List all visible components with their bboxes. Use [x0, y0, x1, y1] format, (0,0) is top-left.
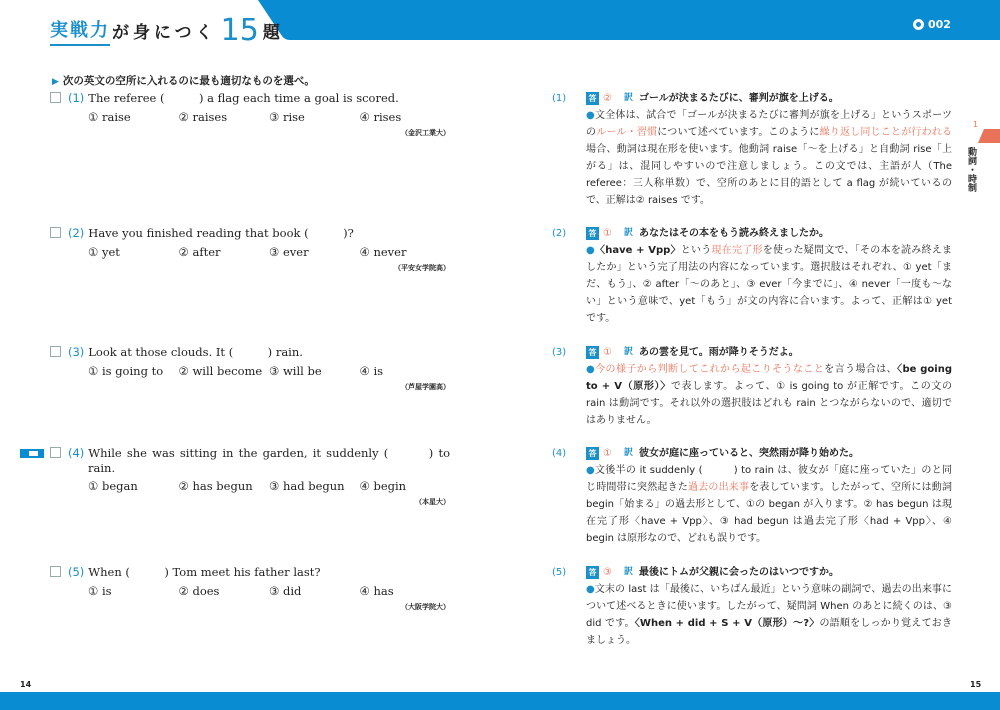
- option[interactable]: ① raise: [88, 110, 131, 124]
- translation-badge: 訳: [623, 448, 633, 458]
- checkbox[interactable]: [50, 92, 61, 103]
- answer-5: [552, 564, 952, 649]
- option[interactable]: ③ ever: [269, 245, 309, 259]
- question-1: [50, 90, 450, 138]
- question-number: (1): [68, 91, 85, 105]
- chapter-tab[interactable]: [978, 128, 1000, 147]
- explanation: [586, 107, 952, 209]
- option[interactable]: ④ never: [359, 245, 407, 259]
- option[interactable]: ④ rises: [359, 110, 402, 124]
- answer-badge: 答: [586, 227, 599, 240]
- instruction-text: 次の英文の空所に入れるのに最も適切なものを選べ。: [62, 75, 315, 87]
- title-text: が身につく: [112, 23, 217, 43]
- explanation-text: 〈have + Vpp〉: [594, 245, 681, 256]
- highlight-text: ルール・習慣: [596, 127, 658, 138]
- answer-number: (4): [552, 448, 567, 459]
- question-4: [50, 445, 450, 507]
- option[interactable]: ② raises: [178, 110, 228, 124]
- options: [88, 110, 450, 124]
- option[interactable]: ④ has: [359, 584, 394, 598]
- option[interactable]: ③ had begun: [269, 479, 345, 493]
- question-source: （金沢工業大）: [401, 129, 450, 137]
- chapter-number: 1: [973, 120, 979, 129]
- checkbox[interactable]: [50, 566, 61, 577]
- checkbox[interactable]: [50, 227, 61, 238]
- question-source: （芦屋学園高）: [401, 383, 450, 391]
- option[interactable]: ③ rise: [269, 110, 305, 124]
- answer-3: [552, 344, 952, 429]
- book-icon: [20, 449, 44, 458]
- option[interactable]: ② does: [178, 584, 220, 598]
- correct-choice: ②: [603, 93, 612, 104]
- option[interactable]: ② after: [178, 245, 221, 259]
- explanation: [586, 242, 952, 327]
- question-text: The referee ( ) a flag each time a goal is scored.: [88, 91, 399, 105]
- explanation: [586, 361, 952, 429]
- question-text: Have you finished reading that book ( )?: [88, 226, 354, 240]
- explanation-text: で表します。よって、① is going to が正解です。この文の rain は動詞です。それ以外の選択肢はどれも rain とつながらないので、適切ではありません。: [586, 381, 952, 426]
- translation-badge: 訳: [623, 228, 633, 238]
- page-number-right: 15: [970, 680, 982, 689]
- bullet-icon: ●: [586, 110, 595, 121]
- question-source: （平安女学院高）: [394, 264, 450, 272]
- translation: あなたはその本をもう読み終えましたか。: [638, 228, 829, 239]
- question-source: （本星大）: [415, 498, 450, 506]
- chapter-label: 動詞・時制: [966, 147, 976, 192]
- explanation-text: の語順をしっかり覚えておきましょう。: [586, 618, 952, 646]
- translation: ゴールが決まるたびに、審判が旗を上げる。: [638, 93, 839, 104]
- explanation-text: を言う場合は、: [824, 364, 898, 375]
- answer-badge: 答: [586, 566, 599, 579]
- option[interactable]: ④ begin: [359, 479, 407, 493]
- title-suffix: 題: [262, 23, 280, 43]
- question-source: （大阪学院大）: [401, 603, 450, 611]
- triangle-marker-icon: ▶: [52, 77, 59, 87]
- explanation-text: について述べています。このように: [657, 127, 820, 138]
- question-2: [50, 225, 450, 273]
- answer-4: [552, 445, 952, 547]
- explanation-text: を使った疑問文で、「その本を読み終えましたか」という完了用法の内容になっています。選択肢はそれぞれ、① yet「まだ、もう」、② after「～のあと」、③ ever「今までに」、④ never「一度も～ない」という意味で、yet「もう」が文の内容に合います。よって、正解は① yet です。: [586, 245, 952, 324]
- question-number: (4): [68, 446, 85, 460]
- answer-badge: 答: [586, 92, 599, 105]
- highlight-text: 繰り返し同じことが行われる: [819, 127, 953, 138]
- option[interactable]: ③ did: [269, 584, 302, 598]
- answer-number: (5): [552, 567, 567, 578]
- bullet-icon: ●: [586, 465, 596, 476]
- answer-badge: 答: [586, 447, 599, 460]
- checkbox[interactable]: [50, 346, 61, 357]
- question-5: [50, 564, 450, 612]
- answer-badge: 答: [586, 346, 599, 359]
- option[interactable]: ① is: [88, 584, 112, 598]
- option[interactable]: ① began: [88, 479, 138, 493]
- translation-badge: 訳: [623, 93, 633, 103]
- bullet-icon: ●: [586, 245, 595, 256]
- question-number: (5): [68, 565, 85, 579]
- correct-choice: ①: [603, 347, 612, 358]
- question-text: While she was sitting in the garden, it suddenly ( ) to: [88, 446, 450, 460]
- answer-2: [552, 225, 952, 327]
- translation: あの雲を見て。雨が降りそうだよ。: [638, 347, 799, 358]
- option[interactable]: ① yet: [88, 245, 120, 259]
- explanation-text: 文末の last は「最後に、いちばん最近」という意味の副詞で、過去の出来事について述べるときに使います。したがって、疑問詞 When のあとに続くのは、③ did です。: [586, 584, 952, 629]
- explanation: [586, 462, 952, 547]
- footer-band: [0, 692, 1000, 710]
- option[interactable]: ③ will be: [269, 364, 322, 378]
- title-highlight: 実戦力: [50, 16, 110, 46]
- option[interactable]: ② has begun: [178, 479, 253, 493]
- explanation-text: 場合、動詞は現在形を使います。他動詞 raise「～を上げる」と自動詞 rise「上がる」は、混同しやすいので注意しましょう。この文では、主語が人（The referee：三人称単数）で、空所のあとに目的語として a flag が続いているので、正解は② raises です。: [586, 144, 952, 206]
- translation: 最後にトムが父親に会ったのはいつですか。: [638, 567, 839, 578]
- explanation-text: 〈be going to + V（原形）〉: [586, 364, 953, 392]
- answer-number: (3): [552, 347, 567, 358]
- translation-badge: 訳: [623, 567, 633, 577]
- translation: 彼女が庭に座っていると、突然雨が降り始めた。: [638, 448, 859, 459]
- audio-track-number: 002: [928, 18, 951, 31]
- highlight-text: 過去の出来事: [688, 482, 750, 493]
- question-3: [50, 344, 450, 392]
- question-number: (3): [68, 345, 85, 359]
- correct-choice: ①: [603, 228, 612, 239]
- option[interactable]: ④ is: [359, 364, 384, 378]
- title-number: 15: [220, 13, 259, 48]
- options: [88, 245, 450, 259]
- explanation: [586, 581, 952, 649]
- question-text-continued: rain.: [88, 461, 116, 475]
- audio-track[interactable]: [913, 18, 951, 31]
- bullet-icon: ●: [586, 364, 596, 375]
- answer-number: (1): [552, 93, 567, 104]
- instruction: [52, 73, 315, 88]
- page-number-left: 14: [20, 680, 32, 689]
- options: [88, 364, 450, 378]
- bullet-icon: ●: [586, 584, 595, 595]
- option[interactable]: ② will become: [178, 364, 263, 378]
- explanation-text: 文後半の it suddenly ( ) to rain は、彼女が「庭に座っていた」のと同じ時間帯に突然起きた: [586, 465, 952, 493]
- highlight-text: 今の様子から判断してこれから起こりそうなこと: [595, 364, 825, 375]
- explanation-text: という: [680, 245, 712, 256]
- page-title: [50, 14, 280, 46]
- explanation-text: 〈When + did + S + V（原形）～?〉: [634, 618, 820, 629]
- translation-badge: 訳: [623, 347, 633, 357]
- question-text: Look at those clouds. It ( ) rain.: [88, 345, 303, 359]
- question-text: When ( ) Tom meet his father last?: [88, 565, 321, 579]
- correct-choice: ③: [603, 567, 612, 578]
- explanation-text: を表しています。したがって、空所には動詞 begin「始まる」の過去形として、①の began が入ります。② has begun は現在完了形〈have + Vpp〉、③ had begun は過去完了形〈had + Vpp〉、④ begin は原形なので、どれも誤りです。: [586, 482, 953, 544]
- correct-choice: ①: [603, 448, 612, 459]
- options: [88, 479, 450, 493]
- checkbox[interactable]: [50, 447, 61, 458]
- answer-1: [552, 90, 952, 209]
- question-number: (2): [68, 226, 85, 240]
- highlight-text: 現在完了形: [711, 245, 763, 256]
- option[interactable]: ① is going to: [88, 364, 164, 378]
- options: [88, 584, 450, 598]
- answer-number: (2): [552, 228, 567, 239]
- explanation-text: 文全体は、試合で「ゴールが決まるたびに審判が旗を上げる」というスポーツの: [586, 110, 952, 138]
- audio-disc-icon: [913, 19, 924, 30]
